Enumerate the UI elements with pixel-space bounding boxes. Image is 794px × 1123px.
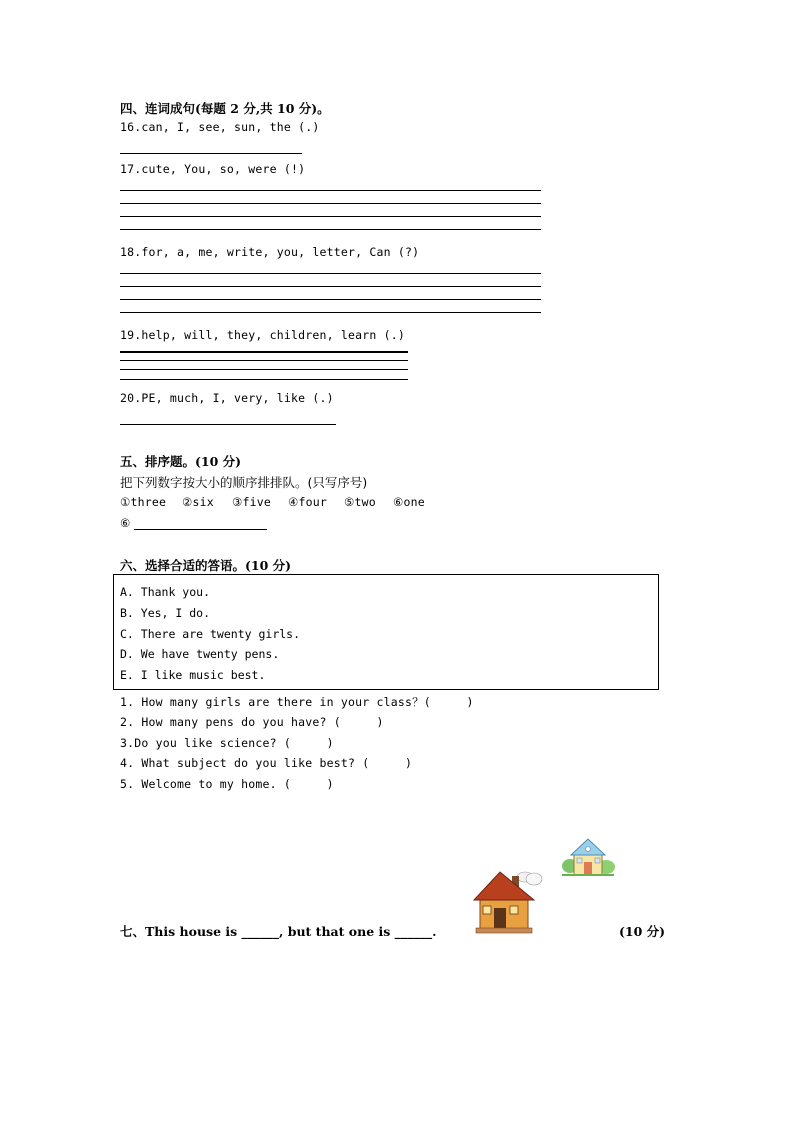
number-3: ③five	[232, 495, 272, 509]
option-d: D. We have twenty pens.	[120, 647, 280, 661]
question-18: 18.for, a, me, write, you, letter, Can (?)	[120, 245, 420, 259]
answer-line-17a[interactable]	[120, 190, 541, 191]
small-house-illustration	[560, 836, 616, 878]
option-c: C. There are twenty girls.	[120, 627, 301, 641]
choice-question-2: 2. How many pens do you have? ( )	[120, 715, 384, 729]
answer-line-18a[interactable]	[120, 273, 541, 274]
section-6-title: 六、选择合适的答语。(10 分)	[120, 558, 292, 573]
number-5: ⑤two	[344, 495, 376, 509]
answer-line-19a[interactable]	[120, 351, 408, 353]
question-16: 16.can, I, see, sun, the (.)	[120, 120, 320, 134]
section-7-prompt: 七、This house is ______, but that one is ______.	[120, 924, 437, 939]
number-2: ②six	[182, 495, 214, 509]
number-6: ⑥one	[393, 495, 425, 509]
answer-line-sort[interactable]	[134, 529, 267, 530]
choice-question-1: 1. How many girls are there in your class？( )	[120, 695, 474, 709]
choice-question-5: 5. Welcome to my home. ( )	[120, 777, 334, 791]
answer-line-19c[interactable]	[120, 369, 408, 370]
section-5-instruction: 把下列数字按大小的顺序排排队。(只写序号)	[120, 475, 368, 490]
answer-line-18c[interactable]	[120, 299, 541, 300]
option-e: E. I like music best.	[120, 668, 266, 682]
section-4-title: 四、连词成句(每题 2 分,共 10 分)。	[120, 101, 330, 116]
question-19: 19.help, will, they, children, learn (.)	[120, 328, 405, 342]
answer-line-20[interactable]	[120, 424, 336, 425]
answer-line-18b[interactable]	[120, 286, 541, 287]
section-5-title: 五、排序题。(10 分)	[120, 454, 242, 469]
answer-line-17b[interactable]	[120, 203, 541, 204]
answer-line-19d[interactable]	[120, 379, 408, 380]
answer-line-16[interactable]	[120, 153, 302, 154]
number-4: ④four	[288, 495, 328, 509]
answer-line-18d[interactable]	[120, 312, 541, 313]
question-20: 20.PE, much, I, very, like (.)	[120, 391, 334, 405]
answer-prefix: ⑥	[120, 516, 131, 530]
number-1: ①three	[120, 495, 167, 509]
question-17: 17.cute, You, so, were (!)	[120, 162, 306, 176]
choice-question-3: 3.Do you like science? ( )	[120, 736, 334, 750]
section-7-score: (10 分)	[619, 924, 666, 939]
big-house-illustration	[470, 866, 546, 936]
answer-line-17c[interactable]	[120, 216, 541, 217]
option-a: A. Thank you.	[120, 585, 211, 599]
answer-line-19b[interactable]	[120, 360, 408, 361]
option-b: B. Yes, I do.	[120, 606, 211, 620]
choice-question-4: 4. What subject do you like best? ( )	[120, 756, 413, 770]
options-box	[113, 574, 659, 690]
answer-line-17d[interactable]	[120, 229, 541, 230]
